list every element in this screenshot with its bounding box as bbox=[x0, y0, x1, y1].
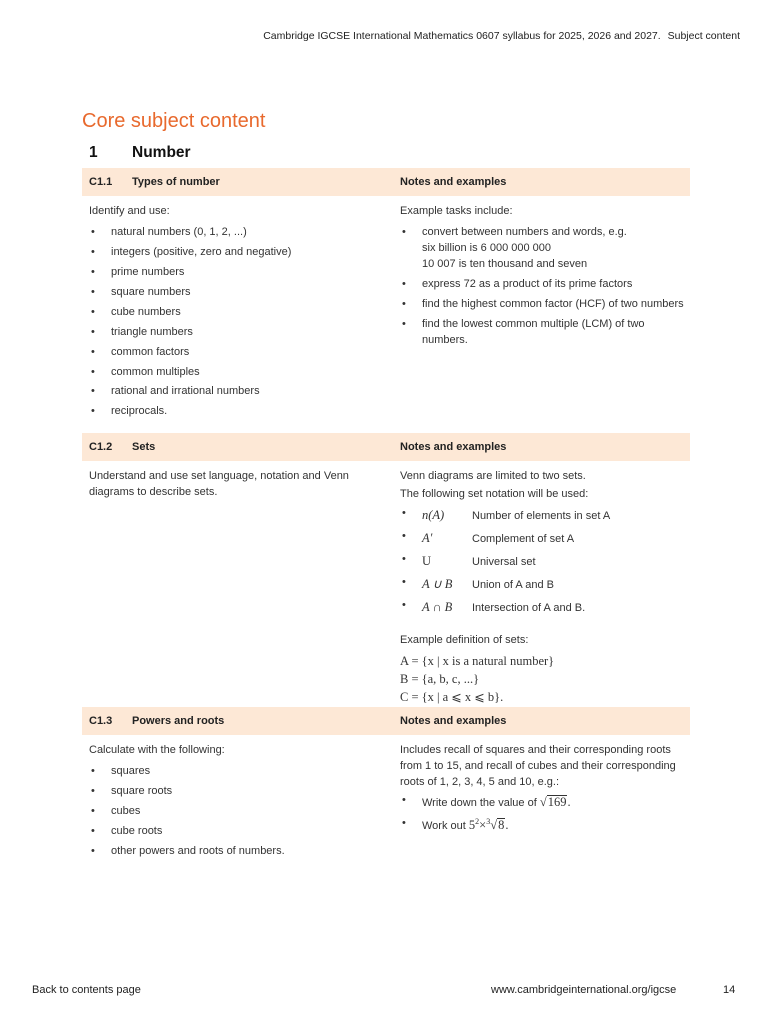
list-item: • other powers and roots of numbers. bbox=[89, 844, 383, 860]
example-line: • convert between numbers and words, e.g. bbox=[422, 225, 627, 238]
block-code: C1.1 bbox=[89, 176, 113, 188]
notes-header: Notes and examples bbox=[400, 441, 507, 453]
section-name: Number bbox=[132, 144, 191, 161]
header-subject: Subject content bbox=[667, 30, 740, 42]
list-item: • triangle numbers bbox=[89, 325, 383, 341]
list-item: • cube roots bbox=[89, 824, 383, 840]
notation-item bbox=[400, 575, 690, 594]
list-item: • prime numbers bbox=[89, 265, 383, 281]
block-title: Types of number bbox=[132, 176, 220, 188]
list-item: • cubes bbox=[89, 804, 383, 820]
notation-symbol: A ∪ B bbox=[422, 576, 453, 591]
notation-desc: Complement of set A bbox=[472, 532, 575, 545]
example-prefix: Write down the value of bbox=[422, 796, 537, 809]
notation-symbol: A′ bbox=[422, 530, 433, 545]
radicand: 169 bbox=[547, 794, 567, 809]
page-header bbox=[263, 30, 740, 42]
list-item: • rational and irrational numbers bbox=[89, 384, 383, 400]
list-item: • common factors bbox=[89, 345, 383, 361]
block-c1-2 bbox=[82, 433, 690, 706]
notation-symbol: A ∩ B bbox=[422, 599, 453, 614]
notes-header: Notes and examples bbox=[400, 715, 507, 727]
notation-desc: Intersection of A and B. bbox=[472, 601, 586, 614]
left-list bbox=[89, 225, 383, 420]
page-number: 14 bbox=[723, 984, 736, 996]
radicand: 8 bbox=[498, 817, 505, 832]
set-definitions bbox=[400, 652, 690, 706]
list-item: • natural numbers (0, 1, 2, ...) bbox=[89, 225, 383, 241]
section-number: 1 bbox=[89, 144, 98, 161]
header-title: Cambridge IGCSE International Mathematics 0607 syllabus for 2025, 2026 and 2027. bbox=[263, 30, 661, 42]
list-item bbox=[400, 225, 690, 273]
right-intro: Example tasks include: bbox=[400, 205, 513, 217]
right-text: Includes recall of squares and their corresponding roots from 1 to 15, and recall of cubes and their corresponding roots of 1, 2, 3, 4, 5 and 10, e.g.: bbox=[400, 744, 676, 788]
block-c1-3 bbox=[82, 707, 690, 864]
website-link[interactable]: www.cambridgeinternational.org/igcse bbox=[491, 984, 677, 996]
left-list bbox=[89, 764, 383, 860]
block-header bbox=[82, 433, 690, 461]
list-item: • square roots bbox=[89, 784, 383, 800]
back-to-contents-link[interactable]: Back to contents page bbox=[32, 984, 141, 996]
list-item: • squares bbox=[89, 764, 383, 780]
set-definition: A = {x | x is a natural number} bbox=[400, 653, 555, 668]
block-title: Sets bbox=[132, 441, 156, 453]
example-prefix: Work out bbox=[422, 819, 466, 832]
list-item: • find the lowest common multiple (LCM) of two numbers. bbox=[400, 317, 690, 349]
list-item: • square numbers bbox=[89, 285, 383, 301]
set-definition: B = {a, b, c, ...} bbox=[400, 671, 480, 686]
block-header bbox=[82, 168, 690, 196]
left-intro: Identify and use: bbox=[89, 205, 170, 217]
notation-item bbox=[400, 598, 690, 617]
example-title: Example definition of sets: bbox=[400, 633, 529, 646]
left-text: Understand and use set language, notation and Venn diagrams to describe sets. bbox=[89, 470, 349, 498]
notation-list bbox=[400, 506, 690, 617]
notes-header: Notes and examples bbox=[400, 176, 507, 188]
list-item: • find the highest common factor (HCF) of two numbers bbox=[400, 297, 690, 313]
list-item: • Write down the value of √169. bbox=[400, 793, 690, 812]
notation-desc: Number of elements in set A bbox=[472, 509, 611, 522]
power-exponent: 2 bbox=[475, 816, 480, 826]
section-title bbox=[89, 144, 191, 162]
right-list bbox=[400, 225, 690, 349]
times-sign: × bbox=[479, 817, 487, 832]
list-item: • integers (positive, zero and negative) bbox=[89, 245, 383, 261]
block-code: C1.3 bbox=[89, 715, 113, 727]
example-line: 10 007 is ten thousand and seven bbox=[422, 257, 588, 270]
set-definition: C = {x | a ⩽ x ⩽ b}. bbox=[400, 689, 504, 704]
list-item: • express 72 as a product of its prime factors bbox=[400, 277, 690, 293]
power-base: 5 bbox=[468, 817, 476, 832]
notation-desc: Universal set bbox=[472, 555, 536, 568]
notation-symbol: U bbox=[422, 553, 432, 568]
example-line: six billion is 6 000 000 000 bbox=[422, 241, 552, 254]
notation-item bbox=[400, 506, 690, 525]
notation-desc: Union of A and B bbox=[472, 578, 554, 591]
list-item: • cube numbers bbox=[89, 305, 383, 321]
core-subject-title: Core subject content bbox=[82, 110, 266, 132]
list-item: • reciprocals. bbox=[89, 404, 383, 420]
right-list bbox=[400, 793, 690, 835]
notation-item bbox=[400, 529, 690, 548]
root-index: 3 bbox=[486, 816, 491, 826]
block-header bbox=[82, 707, 690, 735]
notation-item bbox=[400, 552, 690, 571]
block-title: Powers and roots bbox=[132, 715, 225, 727]
right-line: The following set notation will be used: bbox=[400, 487, 589, 500]
list-item: • Work out $5^2\times^3√8$. bbox=[400, 816, 690, 835]
block-code: C1.2 bbox=[89, 441, 113, 453]
left-intro: Calculate with the following: bbox=[89, 744, 225, 756]
notation-symbol: n(A) bbox=[422, 507, 445, 522]
right-line: Venn diagrams are limited to two sets. bbox=[400, 470, 586, 482]
list-item: • common multiples bbox=[89, 365, 383, 381]
block-c1-1 bbox=[82, 168, 690, 424]
